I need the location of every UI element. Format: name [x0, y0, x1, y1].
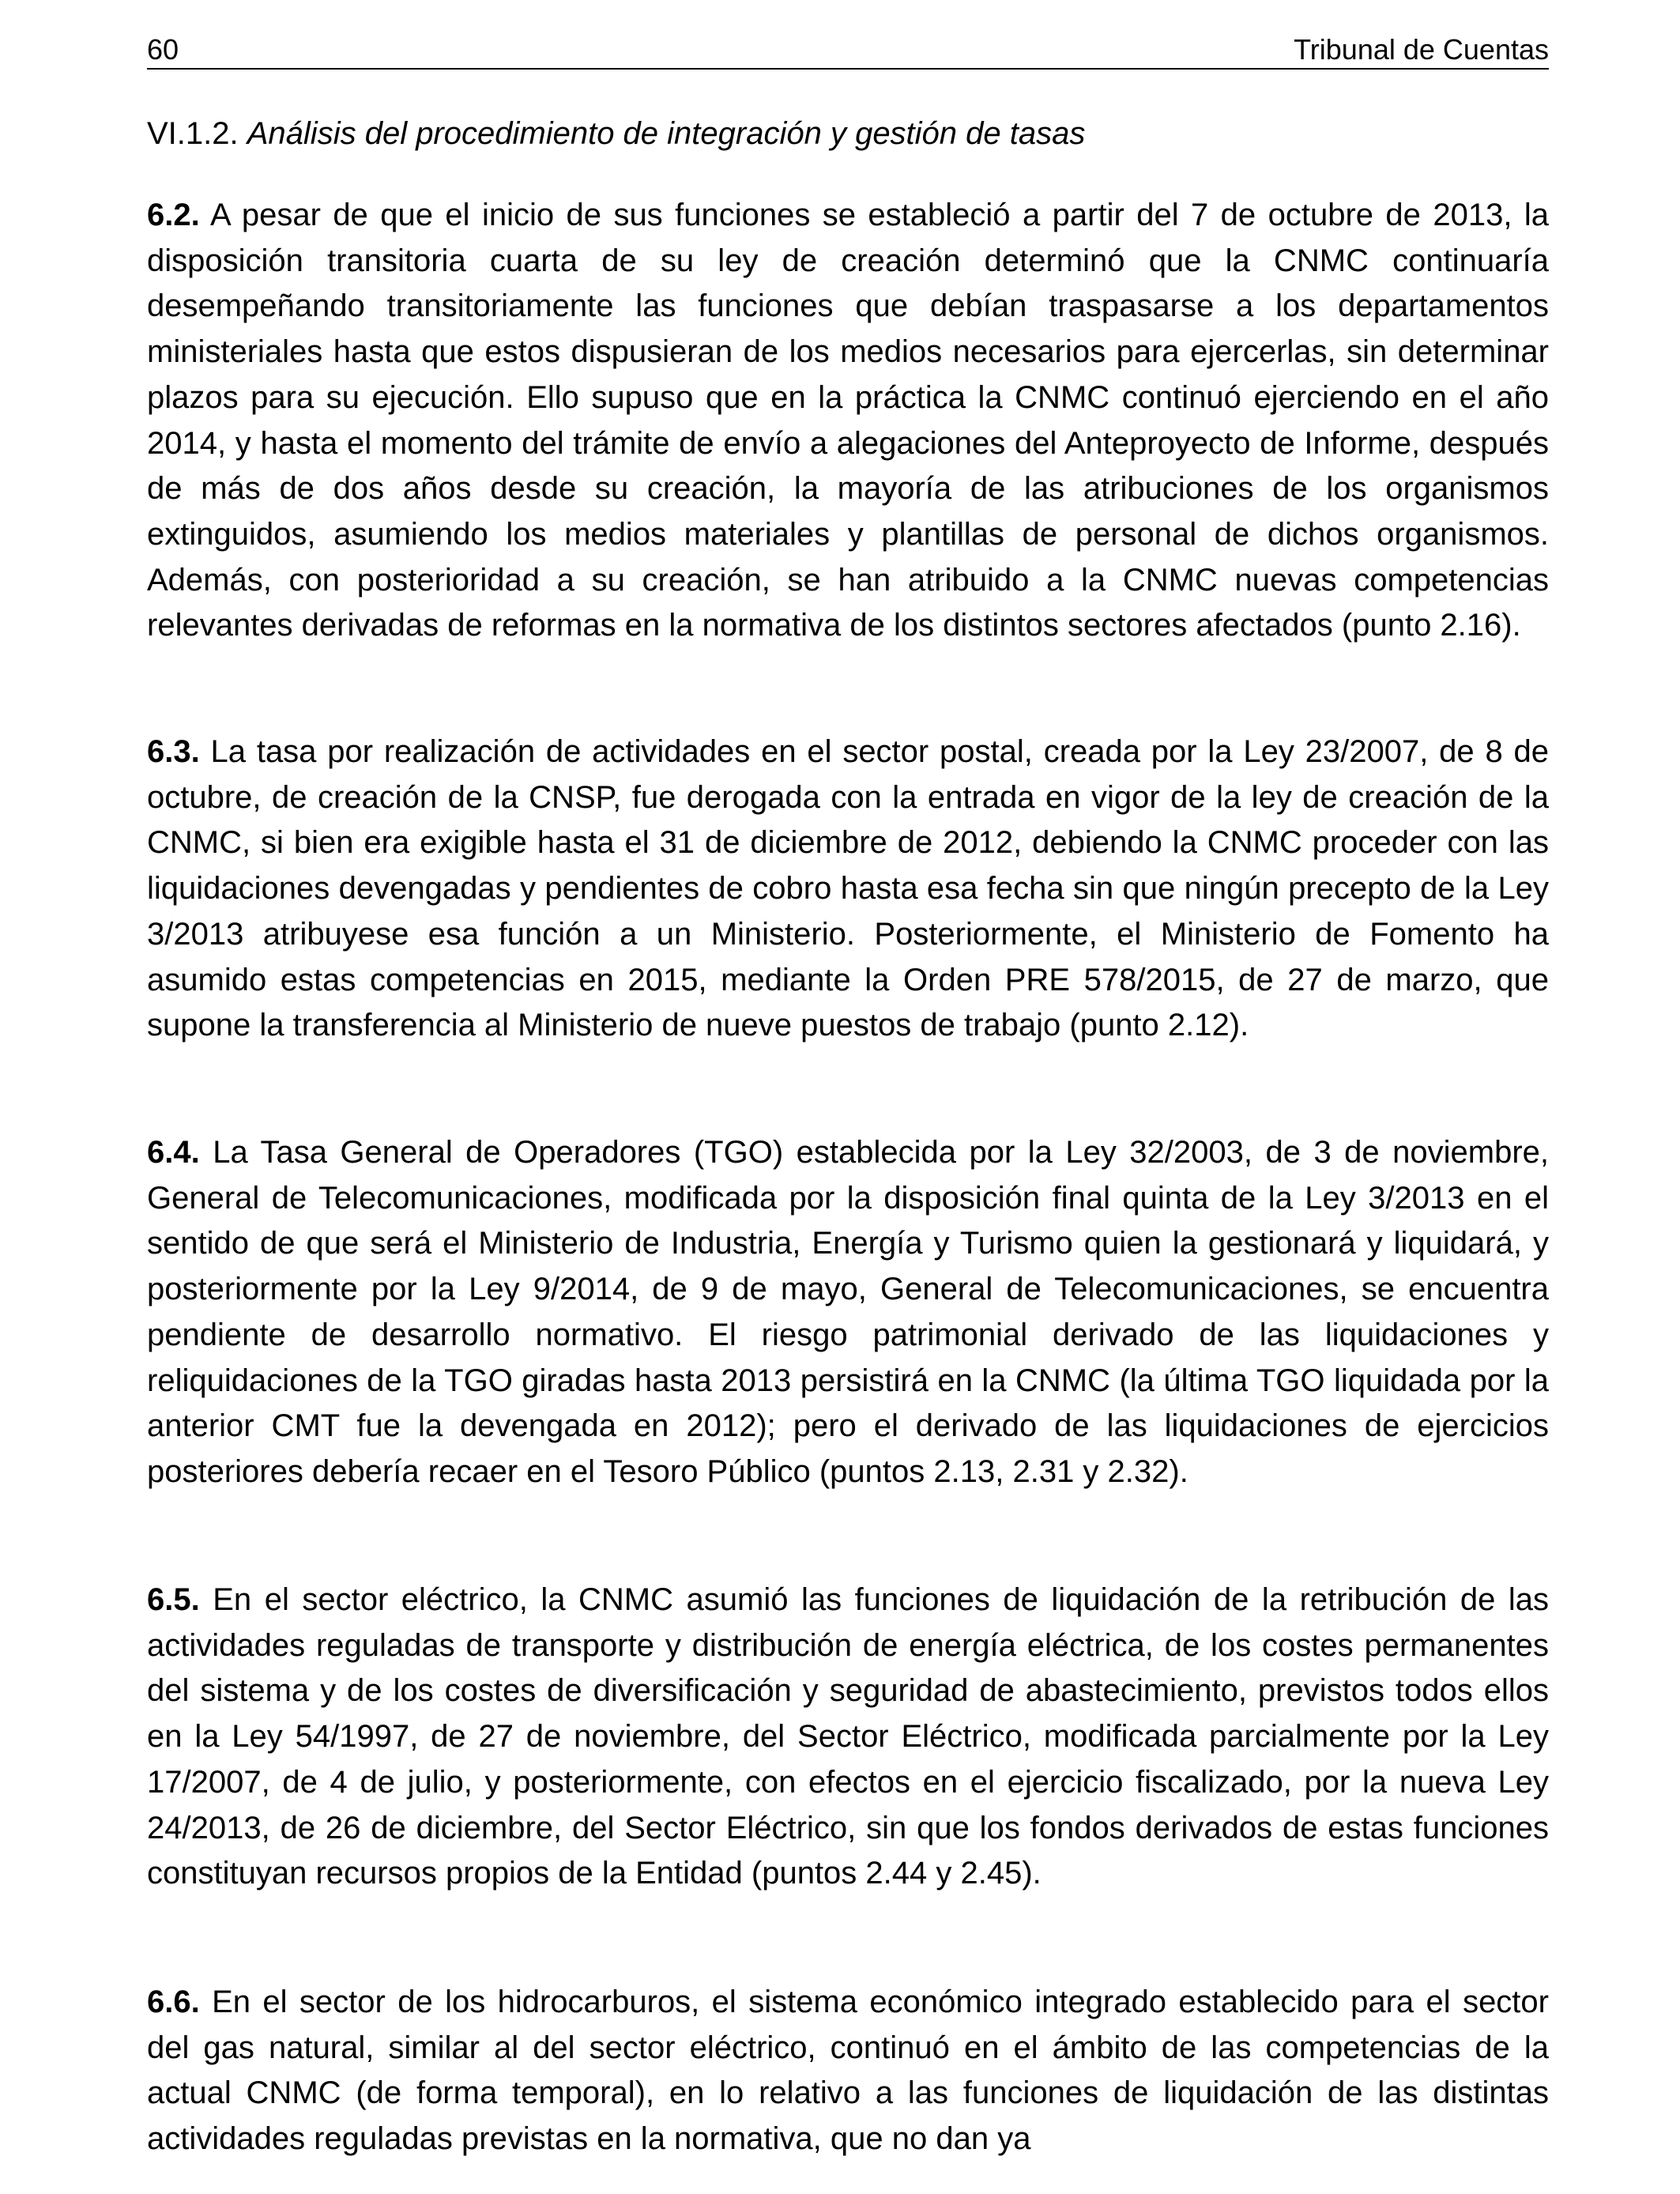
page-number: 60 [147, 33, 179, 66]
paragraph-text: La tasa por realización de actividades en el sector postal, creada por la Ley 23/2007, de 8 de octubre, de creación de la CNSP, fue derogada con la entrada en vigor de la ley de creación de la CNMC, si bien era exigible hasta el 31 de diciembre de 2012, debiendo la CNMC proceder con las liquidaciones devengadas y pendientes de cobro hasta esa fecha sin que ningún precepto de la Ley 3/2013 atribuyese esa función a un Ministerio. Posteriormente, el Ministerio de Fomento ha asumido estas competencias en 2015, mediante la Orden PRE 578/2015, de 27 de marzo, que supone la transferencia al Ministerio de nueve puestos de trabajo (punto 2.12). [147, 734, 1549, 1043]
header-title: Tribunal de Cuentas [1294, 33, 1549, 66]
document-page [147, 0, 1549, 2194]
paragraph-text: A pesar de que el inicio de sus funciones se estableció a partir del 7 de octubre de 2013, la disposición transitoria cuarta de su ley de creación determinó que la CNMC continuaría desempeñando transitoriamente las funciones que debían traspasarse a los departamentos ministeriales hasta que estos dispusieran de los medios necesarios para ejercerlas, sin determinar plazos para su ejecución. Ello supuso que en la práctica la CNMC continuó ejerciendo en el año 2014, y hasta el momento del trámite de envío a alegaciones del Anteproyecto de Informe, después de más de dos años desde su creación, la mayoría de las atribuciones de los organismos extinguidos, asumiendo los medios materiales y plantillas de personal de dichos organismos. Además, con posterioridad a su creación, se han atribuido a la CNMC nuevas competencias relevantes derivadas de reformas en la normativa de los distintos sectores afectados (punto 2.16). [147, 198, 1549, 643]
paragraph-number: 6.4. [147, 1135, 200, 1170]
paragraph-text: La Tasa General de Operadores (TGO) establecida por la Ley 32/2003, de 3 de noviembre, General de Telecomunicaciones, modificada por la disposición final quinta de la Ley 3/2013 en el sentido de que será el Ministerio de Industria, Energía y Turismo quien la gestionará y liquidará, y posteriormente por la Ley 9/2014, de 9 de mayo, General de Telecomunicaciones, se encuentra pendiente de desarrollo normativo. El riesgo patrimonial derivado de las liquidaciones y reliquidaciones de la TGO giradas hasta 2013 persistirá en la CNMC (la última TGO liquidada por la anterior CMT fue la devengada en 2012); pero el derivado de las liquidaciones de ejercicios posteriores debería recaer en el Tesoro Público (puntos 2.13, 2.31 y 2.32). [147, 1135, 1550, 1489]
running-header [147, 32, 1549, 70]
section-number: VI.1.2. [147, 116, 239, 151]
paragraph-number: 6.2. [147, 198, 200, 232]
paragraph-number: 6.5. [147, 1582, 200, 1617]
section-title: Análisis del procedimiento de integración y gestión de tasas [247, 116, 1086, 151]
paragraph-number: 6.3. [147, 734, 200, 769]
section-heading [147, 111, 1549, 156]
paragraph-6-2 [147, 193, 1549, 649]
paragraph-6-6 [147, 1980, 1549, 2162]
paragraph-6-4 [147, 1130, 1549, 1495]
paragraph-6-5 [147, 1578, 1549, 1897]
paragraph-text: En el sector eléctrico, la CNMC asumió las funciones de liquidación de la retribución de las actividades reguladas de transporte y distribución de energía eléctrica, de los costes permanentes del sistema y de los costes de diversificación y seguridad de abastecimiento, previstos todos ellos en la Ley 54/1997, de 27 de noviembre, del Sector Eléctrico, modificada parcialmente por la Ley 17/2007, de 4 de julio, y posteriormente, con efectos en el ejercicio fiscalizado, por la nueva Ley 24/2013, de 26 de diciembre, del Sector Eléctrico, sin que los fondos derivados de estas funciones constituyan recursos propios de la Entidad (puntos 2.44 y 2.45). [147, 1582, 1550, 1891]
paragraph-6-3 [147, 729, 1549, 1049]
paragraph-text: En el sector de los hidrocarburos, el sistema económico integrado establecido para el sector del gas natural, similar al del sector eléctrico, continuó en el ámbito de las competencias de la actual CNMC (de forma temporal), en lo relativo a las funciones de liquidación de las distintas actividades reguladas previstas en la normativa, que no dan ya [147, 1985, 1549, 2157]
paragraph-number: 6.6. [147, 1985, 200, 2019]
